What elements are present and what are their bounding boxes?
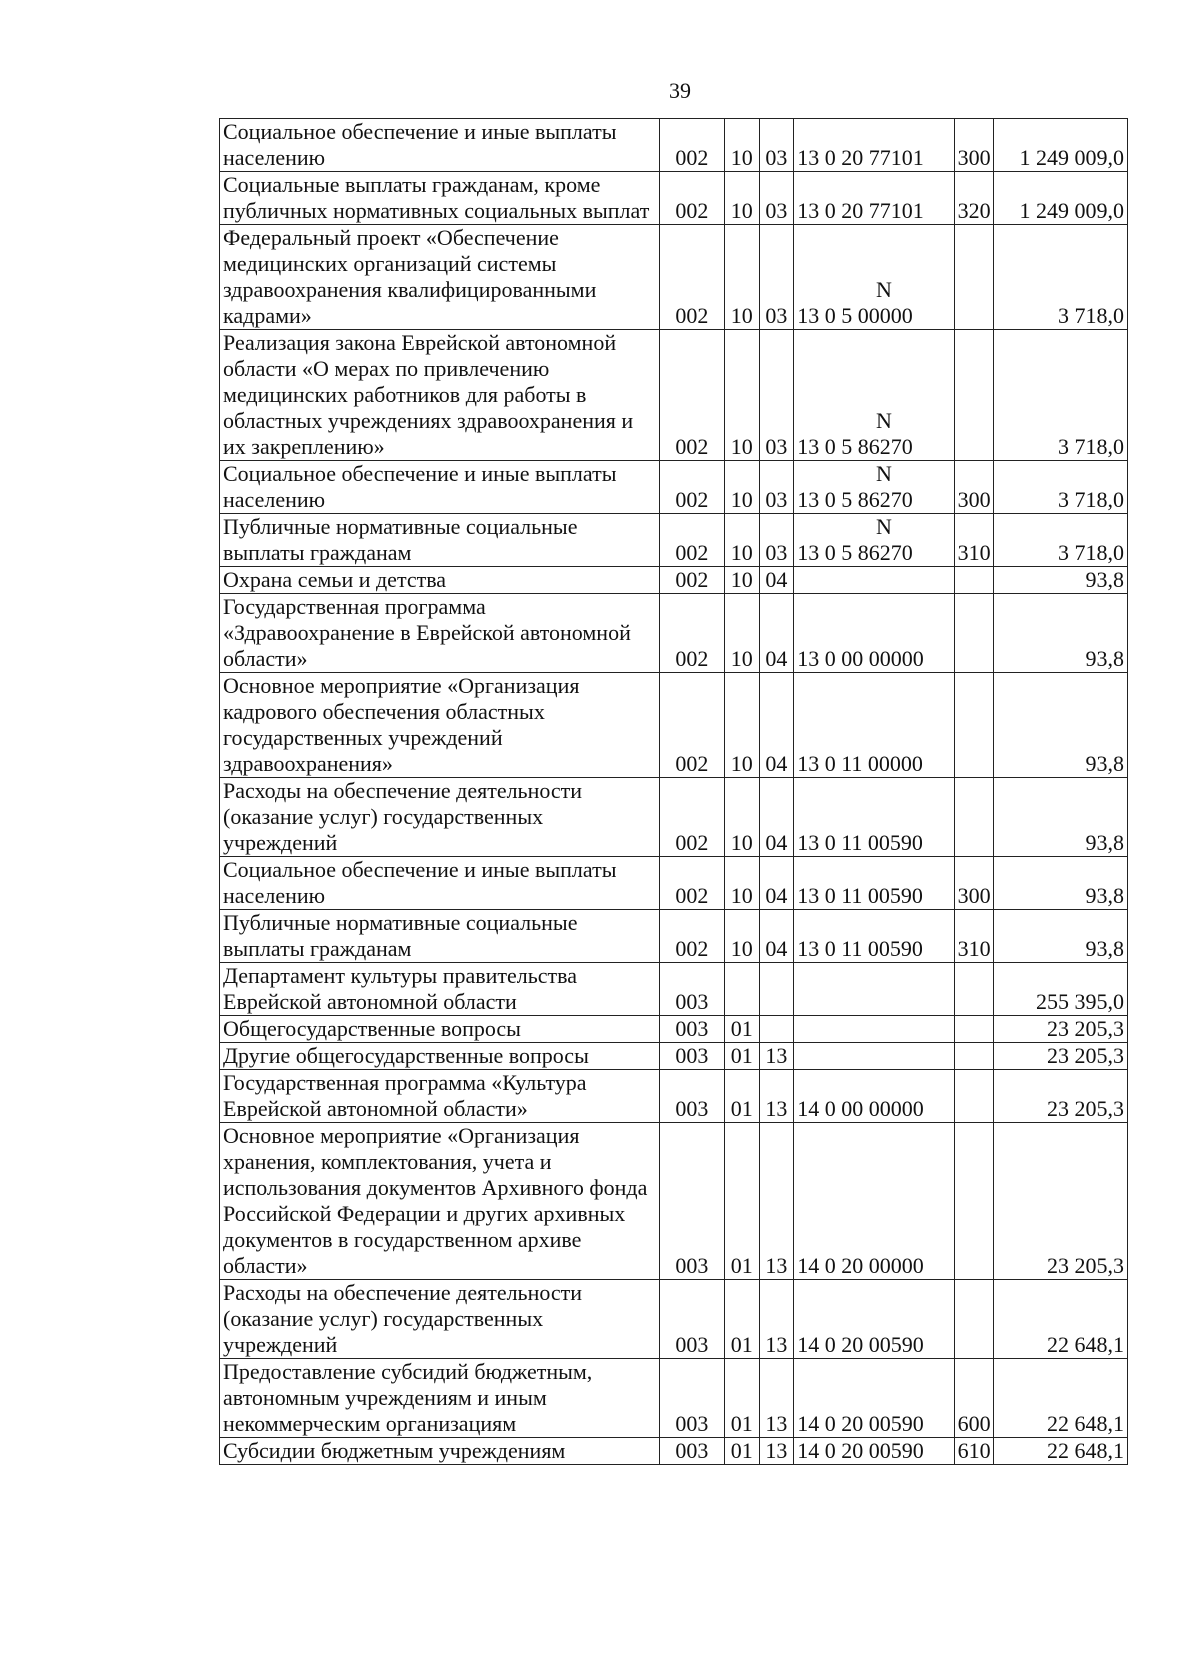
row-rz-cell <box>724 1359 759 1438</box>
row-vr-text: 320 <box>957 198 991 223</box>
row-sum-text: 23 205,3 <box>1047 1096 1124 1121</box>
row-csr-text: 13 0 20 77101 <box>797 198 924 223</box>
row-name-cell <box>220 1070 660 1123</box>
row-csr-text: 13 0 5 86270 <box>797 540 913 565</box>
row-csr-cell <box>794 330 954 461</box>
row-gr-text: 002 <box>675 303 709 328</box>
row-vr-cell <box>954 1016 993 1043</box>
row-pr-cell <box>759 1070 794 1123</box>
table-row <box>220 225 1128 330</box>
row-pr-text: 13 <box>765 1411 788 1436</box>
row-gr-text: 003 <box>675 1411 709 1436</box>
row-gr-cell <box>659 225 724 330</box>
row-csr-text: 13 0 20 77101 <box>797 145 924 170</box>
row-pr-text: 13 <box>765 1332 788 1357</box>
n-marker: N <box>875 461 892 486</box>
row-pr-cell <box>759 1280 794 1359</box>
row-name-cell <box>220 1043 660 1070</box>
row-rz-cell <box>724 330 759 461</box>
row-csr-text: 14 0 20 00590 <box>797 1332 924 1357</box>
row-csr-text: 13 0 00 00000 <box>797 646 924 671</box>
table-row <box>220 567 1128 594</box>
row-csr-cell <box>794 1123 954 1280</box>
table-row <box>220 461 1128 514</box>
row-gr-text: 002 <box>675 751 709 776</box>
row-pr-cell <box>759 514 794 567</box>
row-name-cell <box>220 910 660 963</box>
row-csr-cell <box>794 514 954 567</box>
table-row <box>220 778 1128 857</box>
row-pr-cell <box>759 330 794 461</box>
row-vr-text: 300 <box>957 883 991 908</box>
row-pr-cell <box>759 1016 794 1043</box>
row-sum-cell <box>993 330 1127 461</box>
row-csr-text: 14 0 00 00000 <box>797 1096 924 1121</box>
row-sum-text: 3 718,0 <box>1058 487 1124 512</box>
row-pr-text: 13 <box>765 1043 788 1068</box>
row-rz-text: 10 <box>730 303 753 328</box>
row-gr-cell <box>659 567 724 594</box>
row-name-text: Основное мероприятие «Организация кадрового обеспечения областных государственных учреждений здравоохранения» <box>223 673 580 776</box>
row-sum-cell <box>993 1123 1127 1280</box>
row-pr-cell <box>759 857 794 910</box>
row-pr-cell <box>759 910 794 963</box>
row-name-text: Субсидии бюджетным учреждениям <box>223 1438 566 1463</box>
row-name-text: Публичные нормативные социальные выплаты гражданам <box>223 514 578 565</box>
row-sum-text: 22 648,1 <box>1047 1438 1124 1463</box>
row-gr-cell <box>659 1016 724 1043</box>
row-csr-text: 14 0 20 00000 <box>797 1253 924 1278</box>
row-csr-cell <box>794 594 954 673</box>
row-rz-cell <box>724 1438 759 1465</box>
row-sum-text: 93,8 <box>1085 830 1124 855</box>
row-sum-cell <box>993 225 1127 330</box>
row-csr-cell <box>794 910 954 963</box>
row-csr-cell <box>794 461 954 514</box>
row-pr-cell <box>759 225 794 330</box>
row-pr-text: 13 <box>765 1096 788 1121</box>
table-row <box>220 1280 1128 1359</box>
row-rz-text: 01 <box>730 1332 753 1357</box>
row-vr-cell <box>954 1280 993 1359</box>
row-name-cell <box>220 1280 660 1359</box>
row-name-cell <box>220 1016 660 1043</box>
row-vr-text: 300 <box>957 487 991 512</box>
row-rz-cell <box>724 910 759 963</box>
row-gr-text: 002 <box>675 936 709 961</box>
row-gr-text: 002 <box>675 830 709 855</box>
row-name-text: Социальное обеспечение и иные выплаты населению <box>223 119 617 170</box>
table-row <box>220 1123 1128 1280</box>
row-vr-text: 310 <box>957 936 991 961</box>
row-rz-cell <box>724 1070 759 1123</box>
row-vr-cell <box>954 1043 993 1070</box>
row-rz-cell <box>724 594 759 673</box>
row-name-cell <box>220 172 660 225</box>
table-row <box>220 910 1128 963</box>
row-csr-text: 14 0 20 00590 <box>797 1411 924 1436</box>
row-gr-cell <box>659 594 724 673</box>
row-pr-text: 03 <box>765 434 788 459</box>
row-name-cell <box>220 1359 660 1438</box>
row-rz-text: 01 <box>730 1096 753 1121</box>
row-name-text: Другие общегосударственные вопросы <box>223 1043 589 1068</box>
row-csr-cell <box>794 1359 954 1438</box>
row-pr-text: 04 <box>765 883 788 908</box>
table-row <box>220 514 1128 567</box>
row-csr-cell <box>794 857 954 910</box>
row-rz-cell <box>724 567 759 594</box>
row-name-text: Департамент культуры правительства Еврейской автономной области <box>223 963 578 1014</box>
row-pr-cell <box>759 172 794 225</box>
row-pr-text: 03 <box>765 303 788 328</box>
row-rz-text: 01 <box>730 1411 753 1436</box>
row-csr-cell <box>794 567 954 594</box>
row-rz-text: 01 <box>730 1253 753 1278</box>
row-pr-text: 04 <box>765 751 788 776</box>
row-name-cell <box>220 119 660 172</box>
row-vr-cell <box>954 673 993 778</box>
row-gr-cell <box>659 172 724 225</box>
row-name-cell <box>220 461 660 514</box>
row-vr-cell <box>954 778 993 857</box>
row-gr-text: 003 <box>675 1096 709 1121</box>
page-number: 39 <box>669 78 691 103</box>
row-vr-text: 310 <box>957 540 991 565</box>
row-rz-text: 01 <box>730 1438 753 1463</box>
row-rz-cell <box>724 172 759 225</box>
row-csr-cell <box>794 1070 954 1123</box>
row-gr-text: 003 <box>675 1253 709 1278</box>
table-row <box>220 857 1128 910</box>
row-pr-cell <box>759 567 794 594</box>
row-rz-cell <box>724 461 759 514</box>
n-marker: N <box>875 514 892 539</box>
n-marker: N <box>875 408 892 433</box>
row-sum-cell <box>993 778 1127 857</box>
budget-table <box>219 118 1128 1465</box>
row-gr-cell <box>659 1359 724 1438</box>
row-vr-cell <box>954 330 993 461</box>
row-sum-cell <box>993 514 1127 567</box>
row-sum-text: 23 205,3 <box>1047 1043 1124 1068</box>
row-name-cell <box>220 1438 660 1465</box>
row-csr-text: 13 0 11 00590 <box>797 936 923 961</box>
row-rz-text: 10 <box>730 830 753 855</box>
row-gr-cell <box>659 119 724 172</box>
row-rz-cell <box>724 514 759 567</box>
row-rz-text: 10 <box>730 751 753 776</box>
row-csr-text: 13 0 11 00590 <box>797 830 923 855</box>
row-sum-cell <box>993 1070 1127 1123</box>
row-sum-cell <box>993 910 1127 963</box>
row-csr-text: 13 0 5 86270 <box>797 487 913 512</box>
row-pr-text: 03 <box>765 145 788 170</box>
row-gr-text: 002 <box>675 567 709 592</box>
row-csr-text: 13 0 5 86270 <box>797 434 913 459</box>
row-rz-text: 10 <box>730 567 753 592</box>
row-name-text: Государственная программа «Здравоохранение в Еврейской автономной области» <box>223 594 631 671</box>
row-name-cell <box>220 567 660 594</box>
budget-table-body <box>220 119 1128 1465</box>
row-gr-cell <box>659 1280 724 1359</box>
table-row <box>220 1359 1128 1438</box>
row-sum-cell <box>993 857 1127 910</box>
row-pr-text: 04 <box>765 646 788 671</box>
row-gr-text: 002 <box>675 487 709 512</box>
row-gr-cell <box>659 1123 724 1280</box>
row-vr-cell <box>954 119 993 172</box>
row-pr-cell <box>759 119 794 172</box>
row-pr-text: 03 <box>765 198 788 223</box>
table-row <box>220 119 1128 172</box>
row-gr-cell <box>659 963 724 1016</box>
row-sum-cell <box>993 1280 1127 1359</box>
row-gr-text: 002 <box>675 198 709 223</box>
row-sum-text: 93,8 <box>1085 567 1124 592</box>
row-rz-cell <box>724 1043 759 1070</box>
row-sum-cell <box>993 594 1127 673</box>
row-gr-text: 003 <box>675 1332 709 1357</box>
row-pr-text: 04 <box>765 567 788 592</box>
row-sum-text: 3 718,0 <box>1058 434 1124 459</box>
row-vr-text: 300 <box>957 145 991 170</box>
row-rz-text: 10 <box>730 434 753 459</box>
row-csr-cell <box>794 1280 954 1359</box>
row-rz-text: 10 <box>730 646 753 671</box>
row-sum-cell <box>993 567 1127 594</box>
row-name-cell <box>220 225 660 330</box>
table-row <box>220 1438 1128 1465</box>
row-gr-cell <box>659 1438 724 1465</box>
row-name-cell <box>220 1123 660 1280</box>
row-rz-cell <box>724 1123 759 1280</box>
row-csr-cell <box>794 1043 954 1070</box>
row-gr-text: 003 <box>675 989 709 1014</box>
table-row <box>220 1070 1128 1123</box>
row-vr-cell <box>954 963 993 1016</box>
row-gr-cell <box>659 330 724 461</box>
table-row <box>220 330 1128 461</box>
row-rz-cell <box>724 1016 759 1043</box>
row-pr-cell <box>759 673 794 778</box>
row-rz-text: 10 <box>730 145 753 170</box>
row-sum-cell <box>993 172 1127 225</box>
row-rz-text: 10 <box>730 936 753 961</box>
row-name-text: Социальные выплаты гражданам, кроме публичных нормативных социальных выплат <box>223 172 650 223</box>
table-row <box>220 1016 1128 1043</box>
row-pr-text: 03 <box>765 540 788 565</box>
table-row <box>220 673 1128 778</box>
table-row <box>220 172 1128 225</box>
row-gr-cell <box>659 910 724 963</box>
row-pr-cell <box>759 461 794 514</box>
row-gr-text: 003 <box>675 1016 709 1041</box>
row-sum-text: 1 249 009,0 <box>1019 145 1124 170</box>
row-pr-text: 03 <box>765 487 788 512</box>
row-csr-cell <box>794 963 954 1016</box>
row-name-cell <box>220 963 660 1016</box>
row-gr-text: 003 <box>675 1043 709 1068</box>
row-vr-cell <box>954 567 993 594</box>
row-name-cell <box>220 673 660 778</box>
row-rz-cell <box>724 778 759 857</box>
row-sum-text: 23 205,3 <box>1047 1253 1124 1278</box>
row-gr-text: 002 <box>675 145 709 170</box>
row-gr-text: 002 <box>675 883 709 908</box>
row-gr-cell <box>659 1043 724 1070</box>
row-rz-cell <box>724 963 759 1016</box>
row-vr-cell <box>954 1123 993 1280</box>
row-csr-text: 13 0 5 00000 <box>797 303 913 328</box>
row-vr-cell <box>954 1359 993 1438</box>
row-name-text: Расходы на обеспечение деятельности (оказание услуг) государственных учреждений <box>223 1280 583 1357</box>
row-rz-text: 01 <box>730 1016 753 1041</box>
row-csr-cell <box>794 1438 954 1465</box>
row-gr-text: 003 <box>675 1438 709 1463</box>
row-csr-text: 14 0 20 00590 <box>797 1438 924 1463</box>
row-gr-text: 002 <box>675 646 709 671</box>
row-gr-cell <box>659 673 724 778</box>
row-gr-cell <box>659 778 724 857</box>
row-vr-cell <box>954 594 993 673</box>
row-csr-cell <box>794 119 954 172</box>
row-sum-text: 22 648,1 <box>1047 1411 1124 1436</box>
row-sum-cell <box>993 1359 1127 1438</box>
row-pr-cell <box>759 594 794 673</box>
row-sum-cell <box>993 1016 1127 1043</box>
row-gr-cell <box>659 514 724 567</box>
row-gr-cell <box>659 461 724 514</box>
row-sum-text: 22 648,1 <box>1047 1332 1124 1357</box>
row-name-text: Социальное обеспечение и иные выплаты населению <box>223 461 617 512</box>
row-sum-cell <box>993 1438 1127 1465</box>
row-pr-text: 13 <box>765 1253 788 1278</box>
row-vr-text: 600 <box>957 1411 991 1436</box>
row-name-text: Предоставление субсидий бюджетным, автономным учреждениям и иным некоммерческим организациям <box>223 1359 593 1436</box>
row-rz-cell <box>724 225 759 330</box>
row-name-text: Социальное обеспечение и иные выплаты населению <box>223 857 617 908</box>
row-gr-cell <box>659 857 724 910</box>
row-sum-text: 93,8 <box>1085 936 1124 961</box>
row-name-text: Федеральный проект «Обеспечение медицинских организаций системы здравоохранения квалифицированными кадрами» <box>223 225 597 328</box>
row-sum-text: 255 395,0 <box>1036 989 1124 1014</box>
row-rz-text: 10 <box>730 198 753 223</box>
row-pr-text: 13 <box>765 1438 788 1463</box>
row-name-cell <box>220 330 660 461</box>
row-name-text: Охрана семьи и детства <box>223 567 447 592</box>
row-name-cell <box>220 514 660 567</box>
row-csr-text: 13 0 11 00000 <box>797 751 923 776</box>
row-name-text: Основное мероприятие «Организация хранения, комплектования, учета и использования документов Архивного фонда Российской Федерации и других архивных документов в государственном архиве области» <box>223 1123 648 1278</box>
row-vr-cell <box>954 514 993 567</box>
row-rz-cell <box>724 119 759 172</box>
row-vr-text: 610 <box>957 1438 991 1463</box>
row-vr-cell <box>954 172 993 225</box>
row-csr-cell <box>794 673 954 778</box>
table-row <box>220 1043 1128 1070</box>
row-vr-cell <box>954 225 993 330</box>
row-sum-text: 93,8 <box>1085 646 1124 671</box>
row-gr-cell <box>659 1070 724 1123</box>
row-sum-cell <box>993 1043 1127 1070</box>
row-sum-text: 3 718,0 <box>1058 303 1124 328</box>
row-name-text: Государственная программа «Культура Еврейской автономной области» <box>223 1070 587 1121</box>
row-csr-cell <box>794 1016 954 1043</box>
row-name-text: Реализация закона Еврейской автономной области «О мерах по привлечению медицинских работников для работы в областных учреждениях здравоохранения и их закреплению» <box>223 330 634 459</box>
row-name-text: Публичные нормативные социальные выплаты гражданам <box>223 910 578 961</box>
row-name-cell <box>220 594 660 673</box>
row-csr-cell <box>794 172 954 225</box>
table-row <box>220 594 1128 673</box>
row-name-cell <box>220 778 660 857</box>
row-name-text: Общегосударственные вопросы <box>223 1016 521 1041</box>
row-rz-text: 01 <box>730 1043 753 1068</box>
table-row <box>220 963 1128 1016</box>
row-pr-cell <box>759 963 794 1016</box>
row-sum-text: 93,8 <box>1085 751 1124 776</box>
row-vr-cell <box>954 1438 993 1465</box>
row-sum-cell <box>993 461 1127 514</box>
row-rz-cell <box>724 857 759 910</box>
row-rz-text: 10 <box>730 883 753 908</box>
row-sum-cell <box>993 119 1127 172</box>
row-vr-cell <box>954 461 993 514</box>
row-rz-cell <box>724 673 759 778</box>
row-name-text: Расходы на обеспечение деятельности (оказание услуг) государственных учреждений <box>223 778 583 855</box>
row-name-cell <box>220 857 660 910</box>
row-rz-cell <box>724 1280 759 1359</box>
row-pr-cell <box>759 1123 794 1280</box>
n-marker: N <box>875 277 892 302</box>
row-sum-cell <box>993 673 1127 778</box>
row-rz-text: 10 <box>730 540 753 565</box>
row-sum-cell <box>993 963 1127 1016</box>
row-csr-cell <box>794 778 954 857</box>
row-vr-cell <box>954 910 993 963</box>
row-vr-cell <box>954 1070 993 1123</box>
row-vr-cell <box>954 857 993 910</box>
row-gr-text: 002 <box>675 434 709 459</box>
row-csr-text: 13 0 11 00590 <box>797 883 923 908</box>
row-csr-cell <box>794 225 954 330</box>
row-pr-cell <box>759 1438 794 1465</box>
row-pr-text: 04 <box>765 830 788 855</box>
row-pr-cell <box>759 1043 794 1070</box>
row-gr-text: 002 <box>675 540 709 565</box>
row-pr-cell <box>759 778 794 857</box>
row-rz-text: 10 <box>730 487 753 512</box>
row-sum-text: 3 718,0 <box>1058 540 1124 565</box>
row-sum-text: 23 205,3 <box>1047 1016 1124 1041</box>
row-sum-text: 93,8 <box>1085 883 1124 908</box>
row-sum-text: 1 249 009,0 <box>1019 198 1124 223</box>
row-pr-text: 04 <box>765 936 788 961</box>
row-pr-cell <box>759 1359 794 1438</box>
